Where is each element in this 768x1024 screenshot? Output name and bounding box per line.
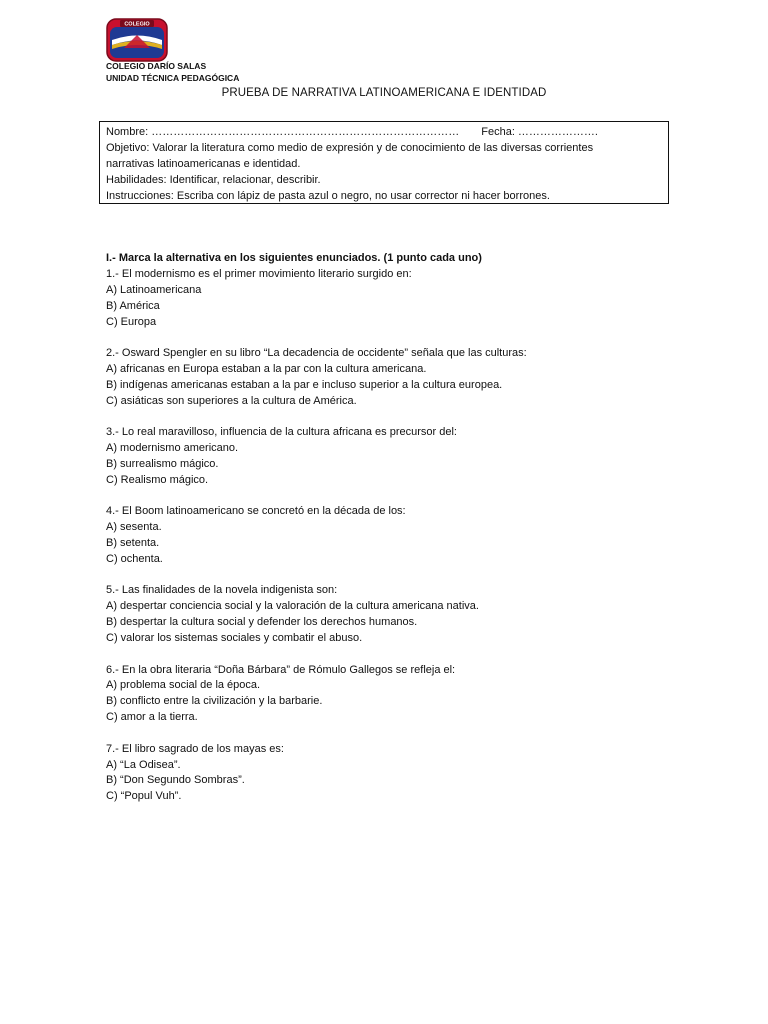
question-text: 6.- En la obra literaria “Doña Bárbara” de Rómulo Gallegos se refleja el: (106, 663, 456, 676)
option-a[interactable]: A) africanas en Europa estaban a la par con la cultura americana. (106, 362, 427, 375)
option-a[interactable]: A) Latinoamericana (106, 283, 202, 296)
option-b[interactable]: B) surrealismo mágico. (106, 457, 219, 470)
option-a[interactable]: A) sesenta. (106, 521, 162, 534)
option-c[interactable]: C) ochenta. (106, 553, 163, 565)
school-heading (106, 60, 239, 84)
question-text: 4.- El Boom latinoamericano se concretó en la década de los: (106, 505, 406, 518)
option-c[interactable]: C) “Popul Vuh”. (106, 790, 182, 803)
date-field[interactable]: Fecha: …………………. (481, 126, 598, 138)
name-field[interactable]: Nombre: ………………………………………………………………………… (106, 126, 460, 138)
objective-line-1: Objetivo: Valorar la literatura como medio de expresión y de conocimiento de las diversas corrientes (106, 142, 594, 154)
question-text: 3.- Lo real maravilloso, influencia de la cultura africana es precursor del: (106, 426, 457, 439)
option-a[interactable]: A) “La Odisea”. (106, 758, 181, 771)
question-text: 7.- El libro sagrado de los mayas es: (106, 742, 284, 755)
option-c[interactable]: C) amor a la tierra. (106, 711, 198, 724)
school-name: COLEGIO DARÍO SALAS (106, 61, 207, 71)
option-b[interactable]: B) indígenas americanas estaban a la par e incluso superior a la cultura europea. (106, 378, 503, 391)
option-a[interactable]: A) modernismo americano. (106, 442, 239, 455)
option-c[interactable]: C) asiáticas son superiores a la cultura de América. (106, 394, 357, 407)
option-b[interactable]: B) “Don Segundo Sombras”. (106, 774, 245, 787)
question-1 (106, 267, 686, 331)
question-6 (106, 663, 686, 727)
question-text: 5.- Las finalidades de la novela indigenista son: (106, 584, 338, 597)
question-3 (106, 425, 686, 489)
questions-section (106, 251, 686, 821)
option-b[interactable]: B) despertar la cultura social y defender los derechos humanos. (106, 616, 418, 629)
instructions-line: Instrucciones: Escriba con lápiz de pasta azul o negro, no usar corrector ni hacer borrones. (106, 190, 550, 202)
question-text: 2.- Osward Spengler en su libro “La decadencia de occidente” señala que las culturas: (106, 347, 527, 360)
option-c[interactable]: C) Europa (106, 315, 157, 328)
objective-line-2: narrativas latinoamericanas e identidad. (106, 158, 301, 170)
question-7 (106, 742, 686, 806)
question-5 (106, 583, 686, 647)
section-title: I.- Marca la alternativa en los siguientes enunciados. (1 punto cada uno) (106, 252, 482, 264)
question-text: 1.- El modernismo es el primer movimiento literario surgido en: (106, 267, 412, 280)
name-date-row (106, 124, 662, 140)
logo-lettering: COLEGIO (124, 21, 150, 28)
test-title: PRUEBA DE NARRATIVA LATINOAMERICANA E IDENTIDAD (221, 87, 547, 99)
skills-line: Habilidades: Identificar, relacionar, describir. (106, 174, 321, 186)
option-a[interactable]: A) despertar conciencia social y la valoración de la cultura americana nativa. (106, 600, 479, 613)
option-b[interactable]: B) setenta. (106, 537, 160, 550)
option-c[interactable]: C) valorar los sistemas sociales y combatir el abuso. (106, 632, 363, 645)
option-c[interactable]: C) Realismo mágico. (106, 473, 209, 486)
option-b[interactable]: B) América (106, 299, 160, 312)
question-4 (106, 504, 686, 568)
unit-name: UNIDAD TÉCNICA PEDAGÓGICA (106, 73, 240, 83)
school-crest-logo (106, 18, 168, 62)
option-b[interactable]: B) conflicto entre la civilización y la barbarie. (106, 695, 323, 708)
question-2 (106, 346, 686, 410)
student-info-box (99, 121, 669, 204)
option-a[interactable]: A) problema social de la época. (106, 679, 261, 692)
